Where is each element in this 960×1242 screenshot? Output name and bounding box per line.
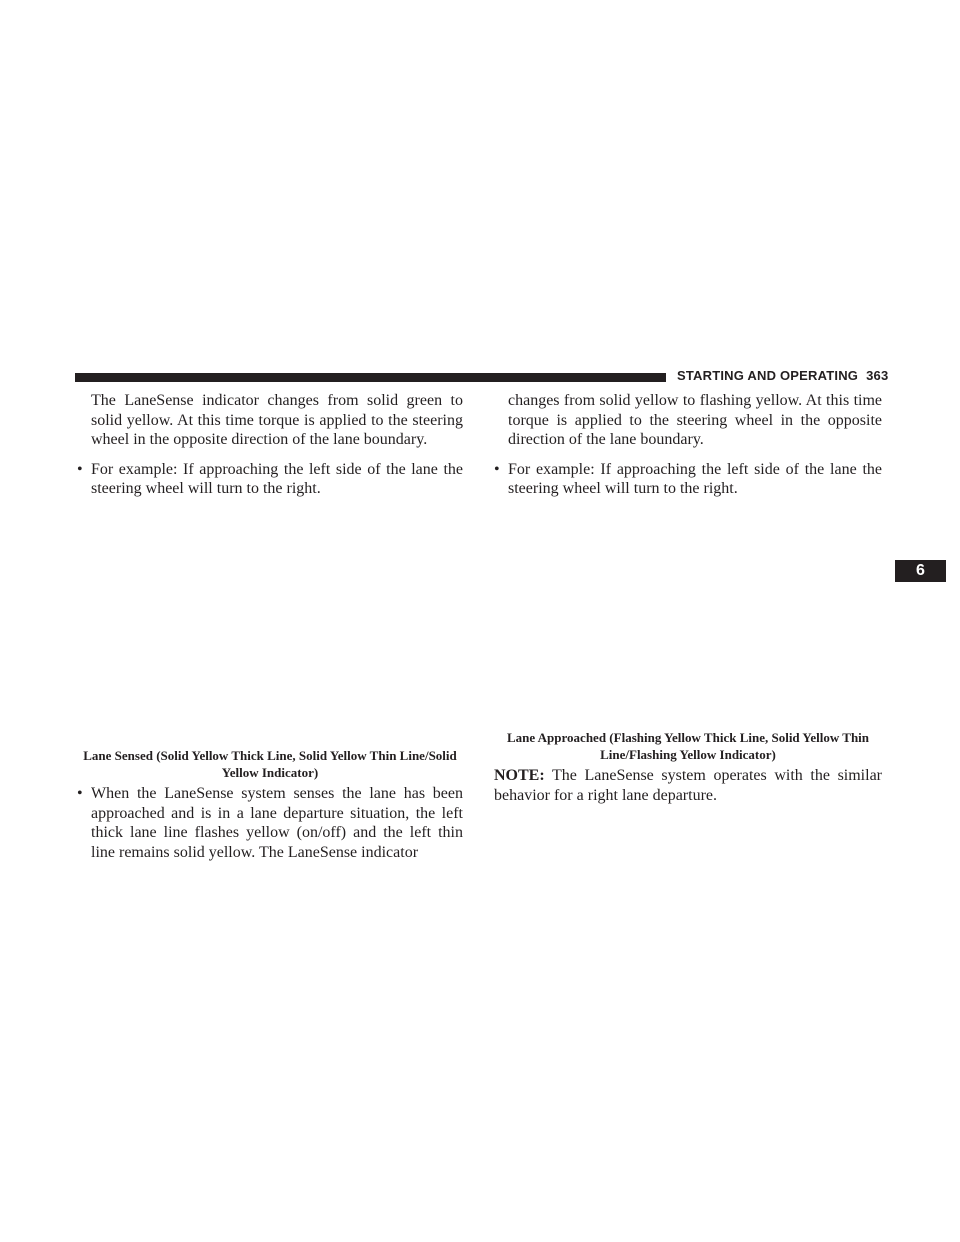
left-column-top [77,391,463,499]
running-header [677,367,888,385]
lane-approached-caption: Lane Approached (Flashing Yellow Thick Line, Solid Yellow Thin Line/Flashing Yellow Indicator) [506,730,870,762]
left-column-bottom [77,784,463,862]
bullet-icon: • [494,460,500,478]
note-label: NOTE: [494,767,545,784]
bullet-text: For example: If approaching the left side of the lane the steering wheel will turn to the right. [508,460,882,497]
bullet-item [77,784,463,862]
lane-sensed-caption: Lane Sensed (Solid Yellow Thick Line, Solid Yellow Thin Line/Solid Yellow Indicator) [83,748,457,780]
bullet-item [77,460,463,499]
section-title: STARTING AND OPERATING [677,368,859,383]
note-paragraph [494,766,882,805]
lanesense-green-to-yellow-paragraph: The LaneSense indicator changes from solid green to solid yellow. At this time torque is applied to the steering wheel in the opposite direction of the lane boundary. [91,392,463,448]
note-text: The LaneSense system operates with the similar behavior for a right lane departure. [494,767,883,804]
lane-sensed-figure [77,520,463,740]
lane-approached-figure [494,505,882,723]
bullet-text: For example: If approaching the left side of the lane the steering wheel will turn to the right. [91,460,463,497]
chapter-tab: 6 [895,560,946,582]
page-number: 363 [866,368,889,383]
right-column-note [494,766,882,805]
lanesense-yellow-to-flashing-paragraph: changes from solid yellow to flashing yellow. At this time torque is applied to the steering wheel in the opposite direction of the lane boundary. [508,392,882,448]
bullet-icon: • [77,460,83,478]
bullet-text: When the LaneSense system senses the lane has been approached and is in a lane departure situation, the left thick lane line flashes yellow (on/off) and the left thin line remains solid yellow. The LaneSense indicator [91,785,463,861]
bullet-icon: • [77,785,83,802]
bullet-item [494,460,882,499]
header-rule [75,373,666,382]
right-column-top [494,391,882,499]
